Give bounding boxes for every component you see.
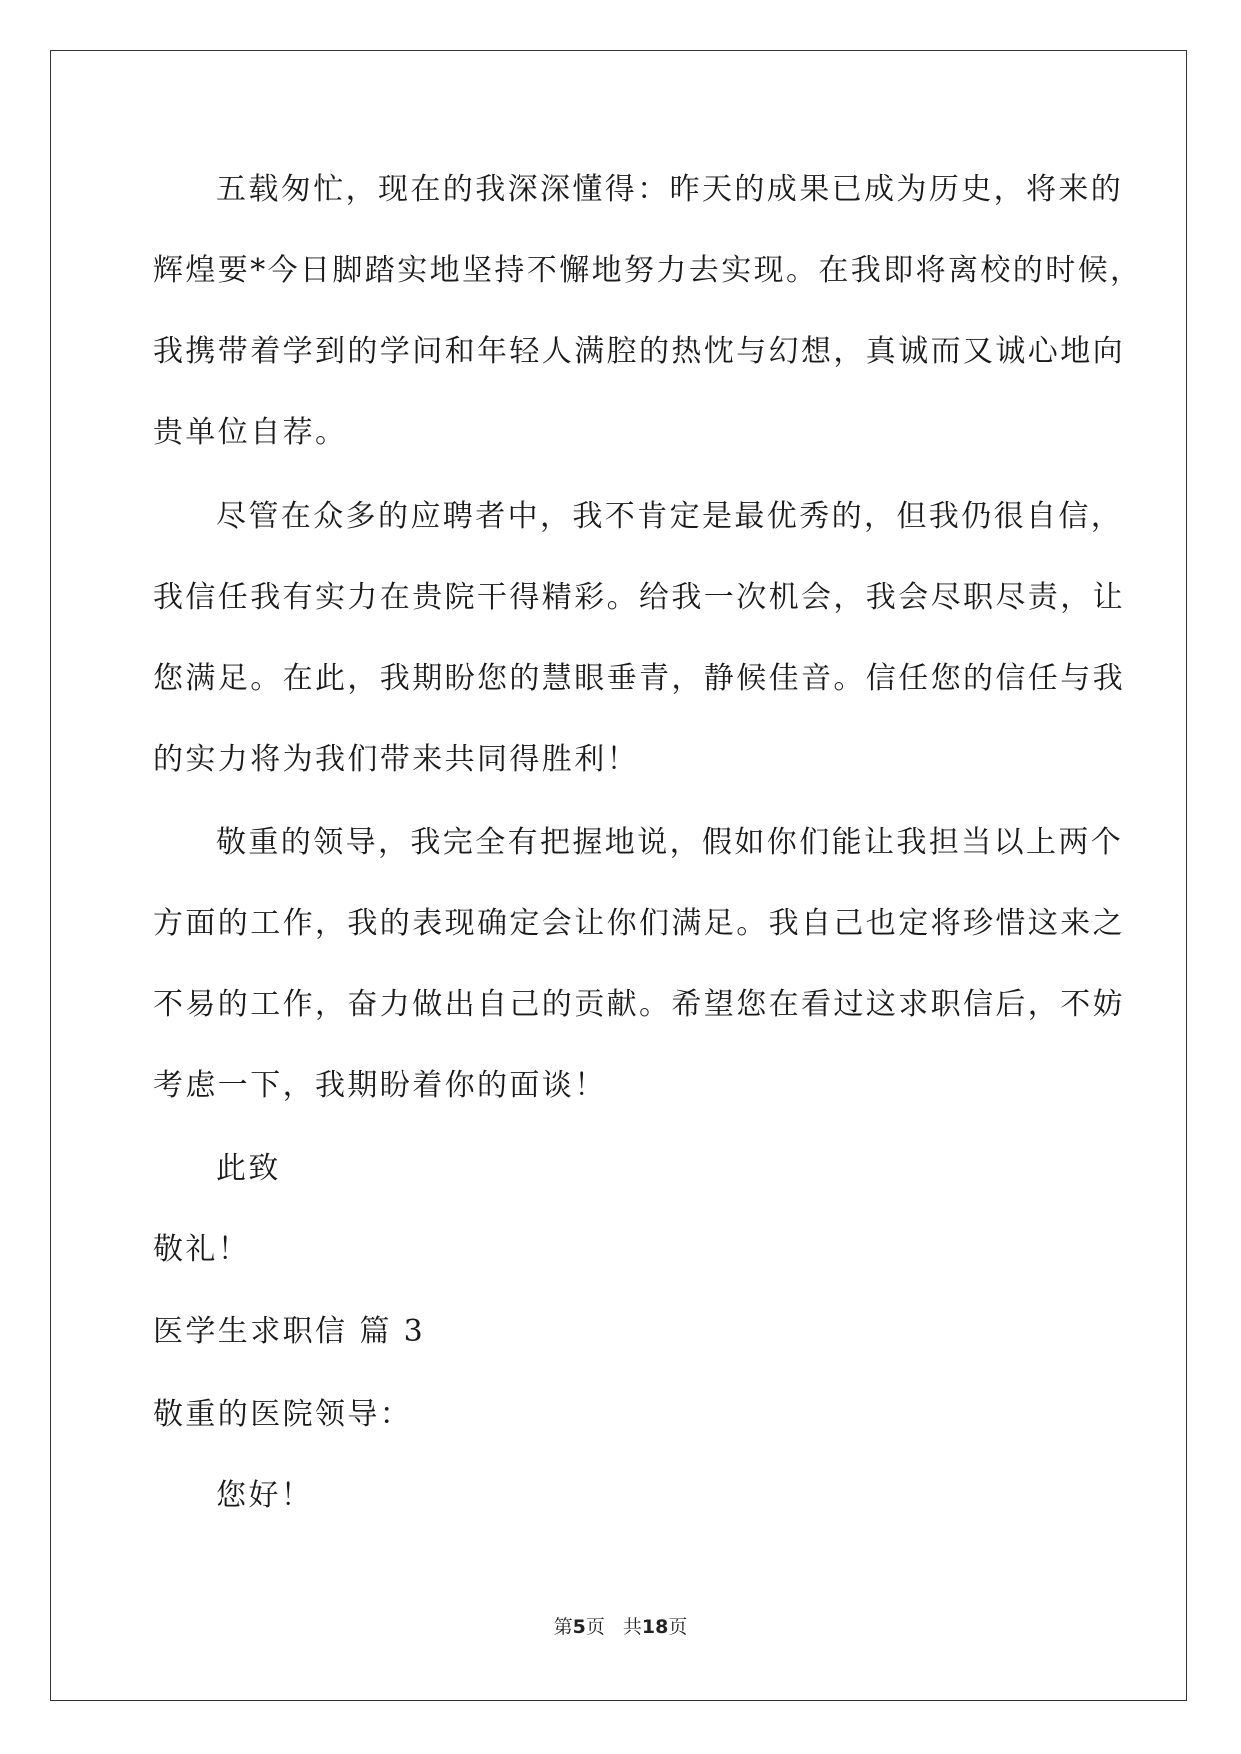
current-page-number: 5 — [572, 1616, 586, 1638]
body-text-line: 尽管在众多的应聘者中，我不肯定是最优秀的，但我仍很自信， — [216, 499, 1124, 534]
closing-phrase: 此致 — [216, 1151, 281, 1186]
body-text-line: 我信任我有实力在贵院干得精彩。给我一次机会，我会尽职尽责，让 — [153, 580, 1125, 615]
footer-total-prefix: 共 — [622, 1616, 642, 1638]
page-border — [50, 50, 1187, 1701]
footer-prefix: 第 — [553, 1616, 573, 1638]
body-text-line: 我携带着学到的学问和年轻人满腔的热忱与幻想，真诚而又诚心地向 — [153, 334, 1125, 369]
body-text-line: 贵单位自荐。 — [153, 415, 348, 450]
body-text-line: 方面的工作，我的表现确定会让你们满足。我自己也定将珍惜这来之 — [153, 906, 1125, 941]
footer-total-suffix: 页 — [668, 1616, 688, 1638]
total-pages-number: 18 — [641, 1616, 669, 1638]
salutation-closing: 敬礼！ — [153, 1232, 251, 1267]
body-text-line: 辉煌要*今日脚踏实地坚持不懈地努力去实现。在我即将离校的时候， — [153, 253, 1143, 288]
section-heading: 医学生求职信 篇 3 — [153, 1314, 426, 1349]
body-text-line: 考虑一下，我期盼着你的面谈！ — [153, 1068, 607, 1103]
body-text-line: 五载匆忙，现在的我深深懂得：昨天的成果已成为历史，将来的 — [216, 172, 1124, 207]
letter-greeting: 敬重的医院领导： — [153, 1397, 413, 1432]
body-text-line: 的实力将为我们带来共同得胜利！ — [153, 742, 639, 777]
body-text-line: 不易的工作，奋力做出自己的贡献。希望您在看过这求职信后，不妨 — [153, 987, 1125, 1022]
body-text-line: 敬重的领导，我完全有把握地说，假如你们能让我担当以上两个 — [216, 825, 1124, 860]
letter-hello: 您好！ — [216, 1478, 314, 1513]
page-footer — [0, 1615, 1241, 1639]
footer-page-suffix: 页 — [585, 1616, 605, 1638]
body-text-line: 您满足。在此，我期盼您的慧眼垂青，静候佳音。信任您的信任与我 — [153, 661, 1125, 696]
